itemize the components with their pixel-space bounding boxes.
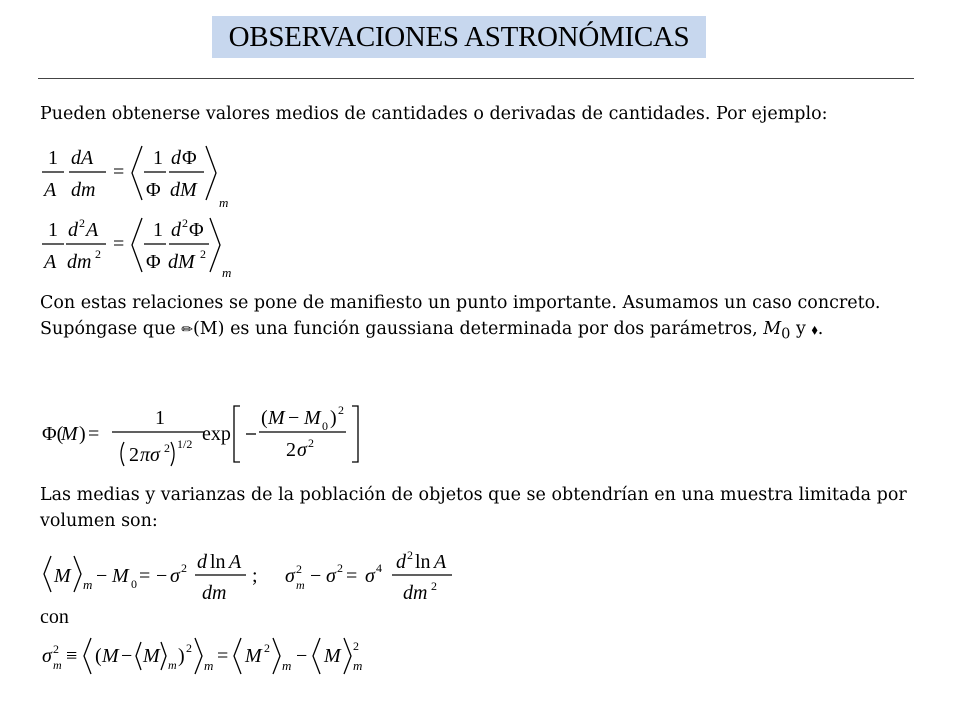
svg-text:≡: ≡ [66, 645, 78, 667]
svg-text:M: M [324, 645, 341, 667]
svg-text:ln: ln [210, 551, 226, 573]
svg-text:m: m [53, 658, 62, 672]
equation-mean-variance [40, 544, 470, 604]
svg-text:Φ: Φ [189, 219, 204, 241]
svg-text:2: 2 [95, 247, 101, 261]
sigma-symbol: ⬧ [811, 322, 818, 338]
equation-first-derivative [40, 144, 230, 210]
svg-text:Φ: Φ [182, 147, 197, 169]
svg-text:m: m [282, 658, 292, 673]
equation-second-derivative [40, 214, 230, 280]
svg-text:M: M [61, 423, 78, 445]
svg-text:m: m [353, 658, 363, 673]
svg-text:d: d [68, 219, 78, 241]
svg-text:0: 0 [131, 577, 137, 591]
svg-text:M: M [245, 645, 262, 667]
svg-text:2: 2 [182, 216, 188, 230]
svg-text:1: 1 [153, 147, 163, 169]
svg-text:m: m [204, 658, 214, 673]
svg-text:dm: dm [71, 179, 96, 201]
svg-text:=: = [346, 565, 358, 587]
svg-text:M: M [304, 407, 321, 429]
svg-text:4: 4 [376, 561, 382, 575]
svg-text:;: ; [252, 565, 258, 587]
title-divider [38, 78, 914, 79]
svg-text:1: 1 [155, 407, 165, 429]
relations-text-1: Con estas relaciones se pone de manifiesto un punto importante. Asumamos un caso concreto. Supóngase que [40, 293, 881, 339]
svg-text:M: M [268, 407, 285, 429]
svg-text:M: M [112, 565, 129, 587]
svg-text:M: M [143, 645, 160, 667]
intro-paragraph: Pueden obtenerse valores medios de cantidades o derivadas de cantidades. Por ejemplo: [40, 104, 828, 124]
svg-text:−: − [310, 565, 322, 587]
relations-text-2: (M) es una función gaussiana determinada por dos parámetros, [192, 319, 764, 339]
svg-text:m: m [83, 577, 93, 592]
svg-text:A: A [229, 551, 242, 573]
svg-text:Φ: Φ [146, 179, 161, 201]
svg-text:1/2: 1/2 [177, 437, 193, 451]
svg-text:m: m [168, 658, 177, 672]
svg-text:=: = [88, 423, 100, 445]
phi-symbol: ✏ [181, 322, 193, 338]
svg-text:2: 2 [338, 403, 344, 417]
svg-text:A: A [434, 551, 447, 573]
svg-text:dM: dM [168, 251, 195, 273]
equation-gaussian [40, 402, 370, 468]
con-label: con [40, 606, 69, 628]
svg-text:σ: σ [170, 565, 180, 587]
svg-text:m: m [222, 265, 232, 280]
svg-text:exp: exp [202, 423, 231, 445]
svg-text:2: 2 [181, 561, 187, 575]
svg-text:=: = [113, 161, 125, 183]
svg-text:−: − [96, 565, 108, 587]
svg-text:d: d [171, 219, 181, 241]
svg-text:σ: σ [326, 565, 336, 587]
svg-text:σ: σ [365, 565, 375, 587]
svg-text:2: 2 [286, 439, 296, 461]
svg-text:2: 2 [308, 436, 314, 450]
svg-text:−: − [156, 565, 168, 587]
svg-text:=: = [217, 645, 229, 667]
m0-symbol: M [763, 319, 782, 339]
svg-text:πσ: πσ [140, 444, 160, 466]
svg-text:dm: dm [202, 582, 227, 604]
svg-text:2: 2 [353, 639, 359, 653]
svg-text:2: 2 [79, 216, 85, 230]
svg-text:σ: σ [42, 645, 52, 667]
svg-text:1: 1 [48, 147, 58, 169]
svg-text:2: 2 [296, 562, 302, 576]
svg-text:2: 2 [200, 247, 206, 261]
svg-text:dM: dM [170, 179, 197, 201]
svg-text:d: d [396, 551, 406, 573]
svg-text:2: 2 [164, 441, 170, 455]
svg-text:ln: ln [415, 551, 431, 573]
relations-paragraph [40, 290, 940, 348]
svg-text:A: A [86, 219, 99, 241]
svg-text:): ) [178, 645, 185, 667]
slide-title: OBSERVACIONES ASTRONÓMICAS [212, 16, 706, 58]
svg-text:=: = [139, 565, 151, 587]
svg-text:−: − [288, 407, 300, 429]
svg-text:dm: dm [403, 582, 428, 604]
sample-paragraph: Las medias y varianzas de la población de objetos que se obtendrían en una muestra limitada por volumen son: [40, 485, 907, 531]
svg-text:M: M [102, 645, 119, 667]
svg-text:d: d [171, 147, 181, 169]
svg-text:A: A [44, 179, 57, 201]
svg-text:1: 1 [48, 219, 58, 241]
relations-text-3: y [790, 319, 812, 339]
svg-text:2: 2 [129, 444, 139, 466]
svg-text:σ: σ [285, 565, 295, 587]
svg-text:2: 2 [337, 561, 343, 575]
svg-text:(: ( [261, 407, 268, 429]
svg-text:dm: dm [67, 251, 92, 273]
svg-text:dA: dA [71, 147, 94, 169]
svg-text:2: 2 [186, 641, 192, 655]
svg-text:2: 2 [407, 548, 413, 562]
svg-text:2: 2 [264, 641, 270, 655]
svg-text:M: M [54, 565, 71, 587]
svg-text:m: m [219, 195, 229, 210]
svg-text:Φ(: Φ( [42, 423, 64, 445]
svg-text:Φ: Φ [146, 251, 161, 273]
svg-text:1: 1 [153, 219, 163, 241]
svg-text:d: d [197, 551, 207, 573]
equation-variance-definition [40, 632, 380, 680]
svg-text:2: 2 [431, 579, 437, 593]
svg-text:): ) [79, 423, 86, 445]
svg-text:0: 0 [322, 419, 328, 433]
svg-text:m: m [296, 578, 305, 592]
svg-text:σ: σ [297, 439, 307, 461]
svg-text:2: 2 [53, 642, 59, 656]
relations-text-4: . [817, 319, 824, 339]
svg-text:−: − [121, 645, 133, 667]
svg-text:A: A [44, 251, 57, 273]
svg-text:−: − [296, 645, 308, 667]
svg-text:): ) [330, 407, 337, 429]
svg-text:=: = [113, 233, 125, 255]
m0-subscript: 0 [781, 325, 791, 343]
svg-text:(: ( [95, 645, 102, 667]
